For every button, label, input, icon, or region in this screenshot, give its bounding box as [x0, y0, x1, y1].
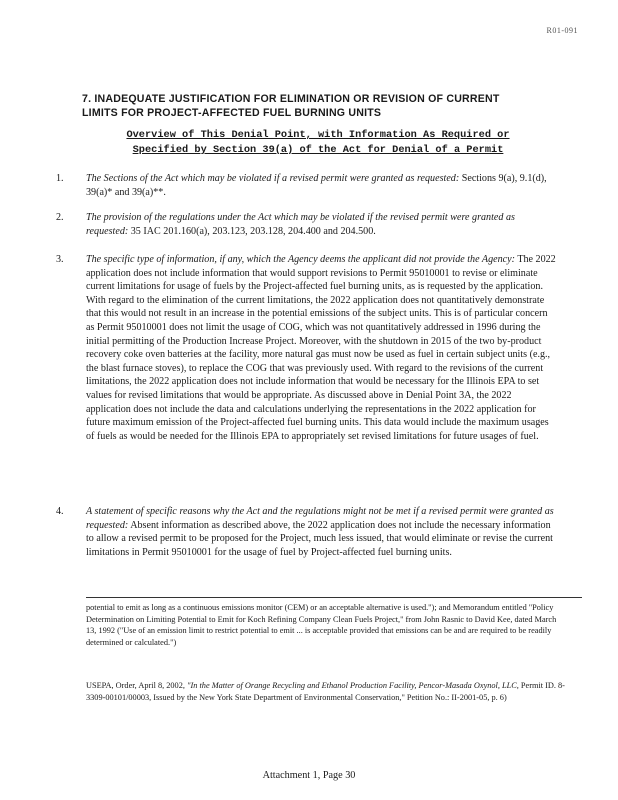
section-heading: 7. INADEQUATE JUSTIFICATION FOR ELIMINATION OR REVISION OF CURRENT LIMITS FOR PROJECT-AFFECTED FUEL BURNING UNITS: [82, 93, 500, 119]
denial-item-2: [56, 211, 556, 238]
item-number: 4.: [56, 506, 64, 517]
item-lead: A statement of specific reasons why the Act and the regulations might not be met if a revised permit were granted as requested:: [86, 506, 554, 531]
overview-line-2: Specified by Section 39(a) of the Act for Denial of a Permit: [132, 144, 504, 156]
footnote-2: [86, 680, 566, 703]
item-text: The 2022 application does not include information that would support revisions to Permit 95010001 to revise or eliminate current limitations for usage of fuels by the Project-affected fuel burning units, as is requested by the application. With regard to the elimination of the current limitations, the 2022 application does not quantitatively demonstrate that this would not result in an increase in the potential emissions of the subject units. This is of particular concern as Permit 95010001 does not limit the usage of COG, which was not quantitatively addressed in 1996 during the initial permitting of the Production Increase Project. Moreover, with the shutdown in 2015 of the two by-product recovery coke oven batteries at the facility, more natural gas must now be used as fuel in certain subject units (e.g., the blast furnace stoves), to replace the COG that was previously used. With regard to the revisions of the current limitations, the 2022 application does not include information that would be necessary for the Illinois EPA to set values for revised limitations that would be appropriate. As discussed above in Denial Point 3A, the 2022 application does not include the data and calculations underlying the representations in the 2022 application for future maximum emission of the Project-affected fuel burning units. This data would include the maximum usages of fuels as would be needed for the Illinois EPA to appropriately set revised limitations for future usages of fuel.: [86, 254, 556, 442]
item-lead: The provision of the regulations under the Act which may be violated if the revised permit were granted as requested:: [86, 212, 515, 237]
footnote-divider: [86, 597, 582, 598]
item-number: 2.: [56, 212, 64, 223]
item-number: 3.: [56, 254, 64, 265]
denial-item-3: [56, 253, 556, 443]
overview-title: [88, 128, 548, 158]
page-footer: Attachment 1, Page 30: [262, 770, 356, 781]
denial-item-1: [56, 172, 556, 199]
item-lead: The Sections of the Act which may be violated if a revised permit were granted as requested:: [86, 173, 460, 184]
overview-line-1: Overview of This Denial Point, with Information As Required or: [126, 129, 510, 141]
item-number: 1.: [56, 173, 64, 184]
item-text: 35 IAC 201.160(a), 203.123, 203.128, 204.400 and 204.500.: [128, 225, 376, 237]
item-lead: The specific type of information, if any, which the Agency deems the applicant did not provide the Agency:: [86, 254, 515, 265]
footnote-2-italic: "In the Matter of Orange Recycling and Ethanol Production Facility, Pencor-Masada Oxynol, LLC,: [187, 681, 519, 690]
item-text: Absent information as described above, the 2022 application does not include the necessary information to allow a revised permit to be proposed for the Project, much less issued, that would eliminate or revise the current limitations in Permit 95010001 for the usage of fuel by Project-affected fuel burning units.: [86, 519, 553, 558]
denial-item-4: [56, 505, 556, 559]
page-id: R01-091: [546, 26, 578, 35]
footnote-1: potential to emit as long as a continuous emissions monitor (CEM) or an acceptable alternative is used."); and Memorandum entitled "Policy Determination on Limiting Potential to Emit for Koch Refining Company Clean Fuels Project," from John Rasnic to David Kee, dated March 13, 1992 ("Use of an emission limit to restrict potential to emit ... is acceptable provided that emissions can be and are required to be readily determined or calculated."): [86, 603, 557, 647]
footnote-2-lead: USEPA, Order, April 8, 2002,: [86, 681, 188, 690]
footnote-2-tail: Permit ID. 8-3309-00101/00003, Issued by the New York State Department of Environmental Conservation," Petition No.: II-2001-05, p. 6): [86, 681, 565, 702]
item-text: Sections 9(a), 9.1(d), 39(a)* and 39(a)**.: [86, 173, 547, 198]
